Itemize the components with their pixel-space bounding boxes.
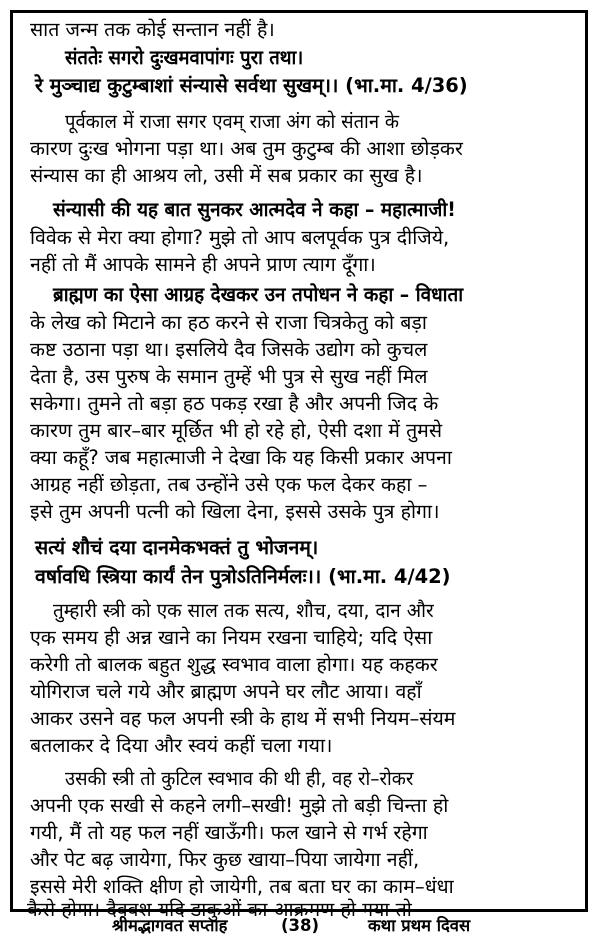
text-line: कारण तुम बार–बार मूर्छित भी हो रहे हो, ऐसी दशा में तुमसे [30, 419, 443, 442]
text-line: विवेक से मेरा क्या होगा? मुझे तो आप बलपूर्वक पुत्र दीजिये, [30, 226, 450, 249]
sanskrit-verse-line: सत्यं शौचं दया दानमेकभक्तं तु भोजनम्। [35, 536, 319, 559]
text-line: देता है, उस पुरुष के समान तुम्हें भी पुत्र से सुख नहीं मिल [30, 365, 428, 388]
text-line: के लेख को मिटाने का हठ करने से राजा चित्रकेतु को बड़ा [30, 311, 427, 334]
text-line: संन्यास का ही आश्रय लो, उसी में सब प्रकार का सुख है। [30, 164, 423, 187]
text-line: आकर उसने वह फल अपनी स्त्री के हाथ में सभी नियम–संयम [30, 707, 456, 730]
text-line: कारण दुःख भोगना पड़ा था। अब तुम कुटुम्ब की आशा छोड़कर [30, 137, 463, 160]
text-line: इससे मेरी शक्ति क्षीण हो जायेगी, तब बता घर का काम–धंधा [30, 875, 454, 898]
text-line: पूर्वकाल में राजा सगर एवम् राजा अंग को संतान के [65, 110, 399, 133]
text-line: सात जन्म तक कोई सन्तान नहीं है। [30, 18, 275, 41]
text-line: तुम्हारी स्त्री को एक साल तक सत्य, शौच, दया, दान और [53, 599, 434, 622]
text-line: आग्रह नहीं छोड़ता, तब उन्होंने उसे एक फल देकर कहा – [30, 473, 428, 496]
text-line: क्या कहूँ? जब महात्माजी ने देखा कि यह किसी प्रकार अपना [30, 446, 452, 469]
dialogue-lead-line: संन्यासी की यह बात सुनकर आत्मदेव ने कहा – महात्माजी! [53, 198, 456, 221]
page-footer [0, 913, 600, 939]
text-line: नहीं तो मैं आपके सामने ही अपने प्राण त्याग दूँगा। [30, 253, 376, 276]
text-line: गयी, मैं तो यह फल नहीं खाऊँगी। फल खाने से गर्भ रहेगा [30, 821, 428, 844]
text-line: उसकी स्त्री तो कुटिल स्वभाव की थी ही, वह रो–रोकर [65, 767, 414, 790]
text-line: अपनी एक सखी से कहने लगी–सखी! मुझे तो बड़ी चिन्ता हो [30, 794, 449, 817]
text-line-last: कैसे होगा। दैववश यदि डाकुओं का आक्रमण हो गया तो [27, 898, 412, 921]
page-number: (38) [281, 916, 320, 935]
text-line: कष्ट उठाना पड़ा था। इसलिये दैव जिसके उद्योग को कुचल [30, 338, 428, 361]
text-line: इसे तुम अपनी पत्नी को खिला देना, इससे उसके पुत्र होगा। [30, 500, 440, 523]
sanskrit-verse-line: वर्षावधि स्त्रिया कार्यं तेन पुत्रोऽतिनिर्मलः।। (भा.मा. 4/42) [35, 565, 451, 588]
text-line: करेगी तो बालक बहुत शुद्ध स्वभाव वाला होगा। यह कहकर [30, 653, 438, 676]
sanskrit-verse-line: संततेः सगरो दुःखमवापांगः पुरा तथा। [65, 46, 304, 69]
text-line: एक समय ही अन्न खाने का नियम रखना चाहिये; यदि ऐसा [30, 626, 433, 649]
footer-section: कथा प्रथम दिवस [368, 916, 471, 935]
sanskrit-verse-line: रे मुञ्चाद्य कुटुम्बाशां संन्यासे सर्वथा सुखम्।। (भा.मा. 4/36) [35, 74, 468, 97]
text-line: बतलाकर दे दिया और स्वयं कहीं चला गया। [30, 734, 333, 757]
text-line: सकेगा। तुमने तो बड़ा हठ पकड़ रखा है और अपनी जिद के [30, 392, 439, 415]
text-line: योगिराज चले गये और ब्राह्मण अपने घर लौट आया। वहाँ [30, 680, 422, 703]
text-line: और पेट बढ़ जायेगा, फिर कुछ खाया–पिया जायेगा नहीं, [30, 848, 420, 871]
page-frame [10, 10, 588, 912]
dialogue-lead-line: ब्राह्मण का ऐसा आग्रह देखकर उन तपोधन ने कहा – विधाता [53, 283, 464, 306]
footer-book-title: श्रीमद्भागवत सप्ताह [112, 916, 228, 935]
